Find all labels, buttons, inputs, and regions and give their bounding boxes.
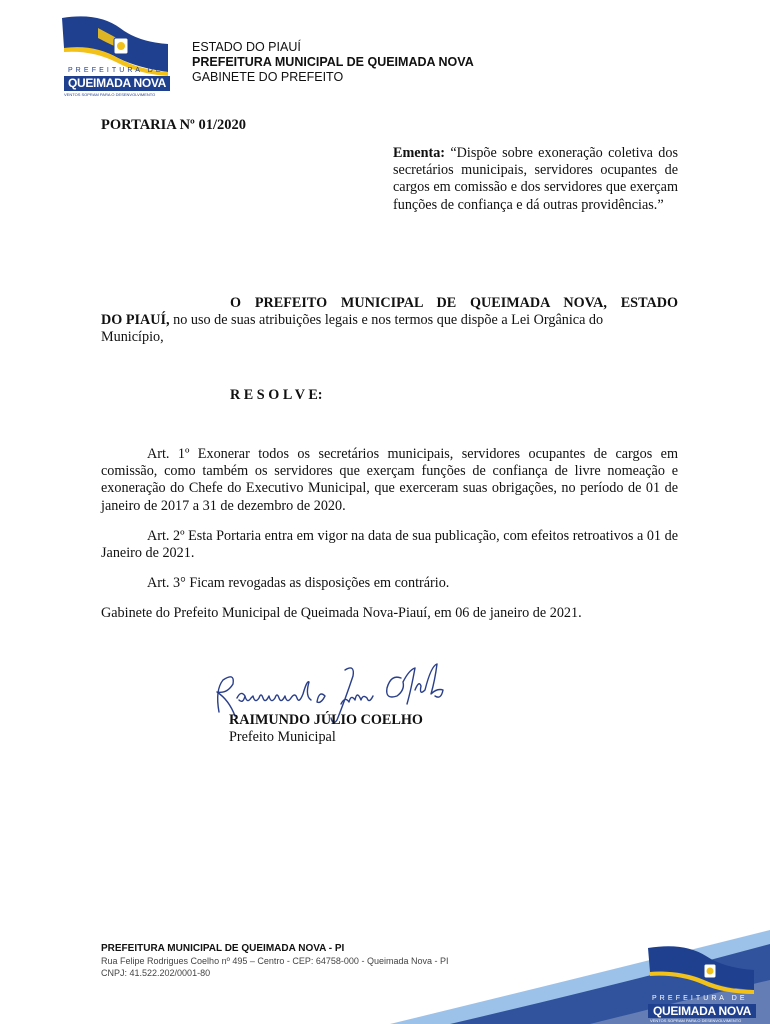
logo-prefeitura-text: P R E F E I T U R A D E [68,67,162,74]
footer-cnpj: CNPJ: 41.522.202/0001-80 [101,968,211,978]
preamble-line [101,312,678,329]
ementa-block [393,145,678,214]
header-prefeitura: PREFEITURA MUNICIPAL DE QUEIMADA NOVA [192,55,474,69]
footer-logo-prefeitura-text: P R E F E I T U R A D E [652,995,746,1002]
footer-logo-name-banner: QUEIMADA NOVA [648,1004,756,1018]
footer-address: Rua Felipe Rodrigues Coelho nº 495 – Centro - CEP: 64758-000 - Queimada Nova - PI [101,956,449,966]
resolve-heading: R E S O L V E: [230,387,323,403]
ementa-text: “Dispõe sobre exoneração coletiva dos secretários municipais, servidores ocupantes de cargos em comissão e dos servidores que exerçam funções de confiança e dá outras providências.” [393,145,678,213]
signer-title: Prefeito Municipal [229,729,336,745]
closing-line: Gabinete do Prefeito Municipal de Queimada Nova-Piauí, em 06 de janeiro de 2021. [101,605,582,621]
logo-name-banner: QUEIMADA NOVA [64,76,170,91]
document-title: PORTARIA Nº 01/2020 [101,117,246,133]
preamble-state: DO PIAUÍ, [101,312,170,328]
footer-logo-slogan: VENTOS SOPRAM PARA O DESENVOLVIMENTO [650,1018,742,1023]
header-state: ESTADO DO PIAUÍ [192,40,301,54]
preamble-text: no uso de suas atribuições legais e nos termos que dispõe a Lei Orgânica do [169,312,604,328]
header-logo [58,14,174,100]
preamble-municipio: Município, [101,329,164,345]
header-gabinete: GABINETE DO PREFEITO [192,70,344,84]
logo-slogan: VENTOS SOPRAM PARA O DESENVOLVIMENTO [64,92,156,97]
article-3: Art. 3° Ficam revogadas as disposições em contrário. [147,575,450,591]
footer-prefeitura: PREFEITURA MUNICIPAL DE QUEIMADA NOVA - PI [101,943,345,954]
article-2: Art. 2º Esta Portaria entra em vigor na data de sua publicação, com efeitos retroativos a 01 de Janeiro de 2021. [101,528,678,562]
preamble-heading: O PREFEITO MUNICIPAL DE QUEIMADA NOVA, ESTADO [230,295,678,311]
ementa-label: Ementa: [393,145,446,161]
footer-logo [644,944,760,1024]
signer-name: RAIMUNDO JÚLIO COELHO [229,712,423,728]
footer-flag-emblem-icon [644,944,760,996]
article-1: Art. 1º Exonerar todos os secretários municipais, servidores ocupantes de cargos em comissão, como também os servidores que exerçam funções de confiança de livre nomeação e exoneração do Chefe do Executivo Municipal, que exerceram suas obrigações, no período de 01 de janeiro de 2017 a 31 de dezembro de 2020. [101,446,678,514]
